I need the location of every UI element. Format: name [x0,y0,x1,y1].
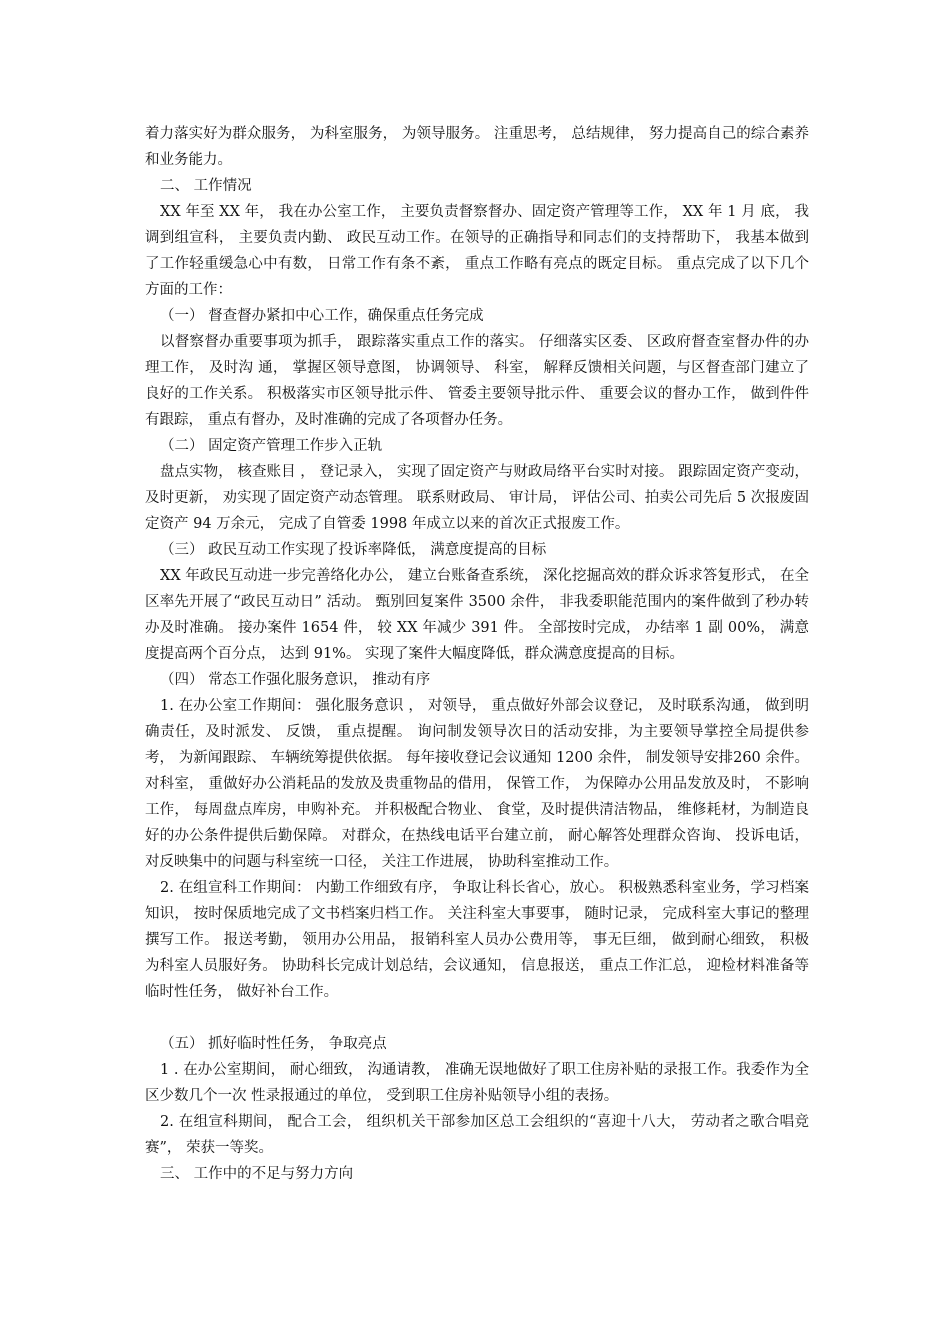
paragraph-choir-competition: 2. 在组宣科期间， 配合工会， 组织机关干部参加区总工会组织的“喜迎十八大， 劳动者之歌合唱竞赛”， 荣获一等奖。 [145,1114,809,1156]
blank-line [145,1005,809,1031]
section-heading-work-status: 二、 工作情况 [160,178,252,194]
paragraph-supervision: 以督察督办重要事项为抓手， 跟踪落实重点工作的落实。 仔细落实区委、 区政府督查室督办件的办理工作， 及时沟 通， 掌握区领导意图， 协调领导、 科室， 解释反馈相关问题，与区督查部门建立了良好的工作关系。 积极落实市区领导批示件、 管委主要领导批示件、 重要会议的督办工作， 做到件件有跟踪， 重点有督办，及时准确的完成了各项督办任务。 [145,334,809,428]
subheading-routine-work: （四） 常态工作强化服务意识， 推动有序 [160,672,431,688]
section-heading-shortcomings: 三、 工作中的不足与努力方向 [160,1166,354,1182]
paragraph-office-period: 1. 在办公室工作期间： 强化服务意识 ， 对领导， 重点做好外部会议登记， 及时联系沟通， 做到明确责任，及时派发、 反馈， 重点提醒。 询问制发领导次日的活动安排，为主要领导掌控全局提供参考， 为新闻跟踪、 车辆统筹提供依据。 每年接收登记会议通知 1200 余件， 制发领导安排260 余件。 对科室， 重做好办公消耗品的发放及贵重物品的借用， 保管工作， 为保障办公用品发放及时， 不影响工作， 每周盘点库房，申购补充。 并积极配合物业、 食堂，及时提供清洁物品， 维修耗材，为制造良好的办公条件提供后勤保障。 对群众，在热线电话平台建立前， 耐心解答处理群众咨询、 投诉电话， 对反映集中的问题与科室统一口径， 关注工作进展， 协助科室推动工作。 [145,698,809,870]
paragraph-interaction: XX 年政民互动进一步完善络化办公， 建立台账备查系统， 深化挖掘高效的群众诉求答复形式， 在全区率先开展了“政民互动日” 活动。 甄别回复案件 3500 余件， 非我委职能范围内的案件做到了秒办转办及时准确。 接办案件 1654 件， 较 XX 年减少 391 件。 全部按时完成， 办结率 1 副 00%， 满意度提高两个百分点， 达到 91%。 实现了案件大幅度降低，群众满意度提高的目标。 [145,568,809,662]
document-body [145,121,809,1187]
paragraph-intro: 着力落实好为群众服务， 为科室服务， 为领导服务。 注重思考， 总结规律， 努力提高自己的综合素养和业务能力。 [145,126,809,168]
paragraph-fixed-assets: 盘点实物， 核查账目 ， 登记录入， 实现了固定资产与财政局络平台实时对接。 跟踪固定资产变动， 及时更新， 劝实现了固定资产动态管理。 联系财政局、 审计局， 评估公司、拍卖公司先后 5 次报废固定资产 94 万余元， 完成了自管委 1998 年成立以来的首次正式报废工作。 [145,464,809,532]
paragraph-work-overview: XX 年至 XX 年， 我在办公室工作， 主要负责督察督办、固定资产管理等工作， XX 年 1 月 底， 我调到组宣科， 主要负责内勤、 政民互动工作。在领导的正确指导和同志们的支持帮助下， 我基本做到了工作轻重缓急心中有数， 日常工作有条不紊， 重点工作略有亮点的既定目标。 重点完成了以下几个方面的工作： [145,204,809,298]
subheading-supervision: （一） 督查督办紧扣中心工作，确保重点任务完成 [160,308,484,324]
paragraph-organization-period: 2. 在组宣科工作期间： 内勤工作细致有序， 争取让科长省心，放心。 积极熟悉科室业务，学习档案知识， 按时保质地完成了文书档案归档工作。 关注科室大事要事， 随时记录， 完成科室大事记的整理撰写工作。 报送考勤， 领用办公用品， 报销科室人员办公费用等， 事无巨细， 做到耐心细致， 积极为科室人员服好务。 协助科长完成计划总结，会议通知， 信息报送， 重点工作汇总， 迎检材料准备等临时性任务， 做好补台工作。 [145,880,809,1000]
subheading-temporary-tasks: （五） 抓好临时性任务， 争取亮点 [160,1036,387,1052]
subheading-interaction: （三） 政民互动工作实现了投诉率降低， 满意度提高的目标 [160,542,547,558]
paragraph-housing-subsidy: 1 . 在办公室期间， 耐心细致， 沟通请教， 准确无误地做好了职工住房补贴的录报工作。我委作为全区少数几个一次 性录报通过的单位， 受到职工住房补贴领导小组的表扬。 [145,1062,809,1104]
subheading-fixed-assets: （二） 固定资产管理工作步入正轨 [160,438,383,454]
